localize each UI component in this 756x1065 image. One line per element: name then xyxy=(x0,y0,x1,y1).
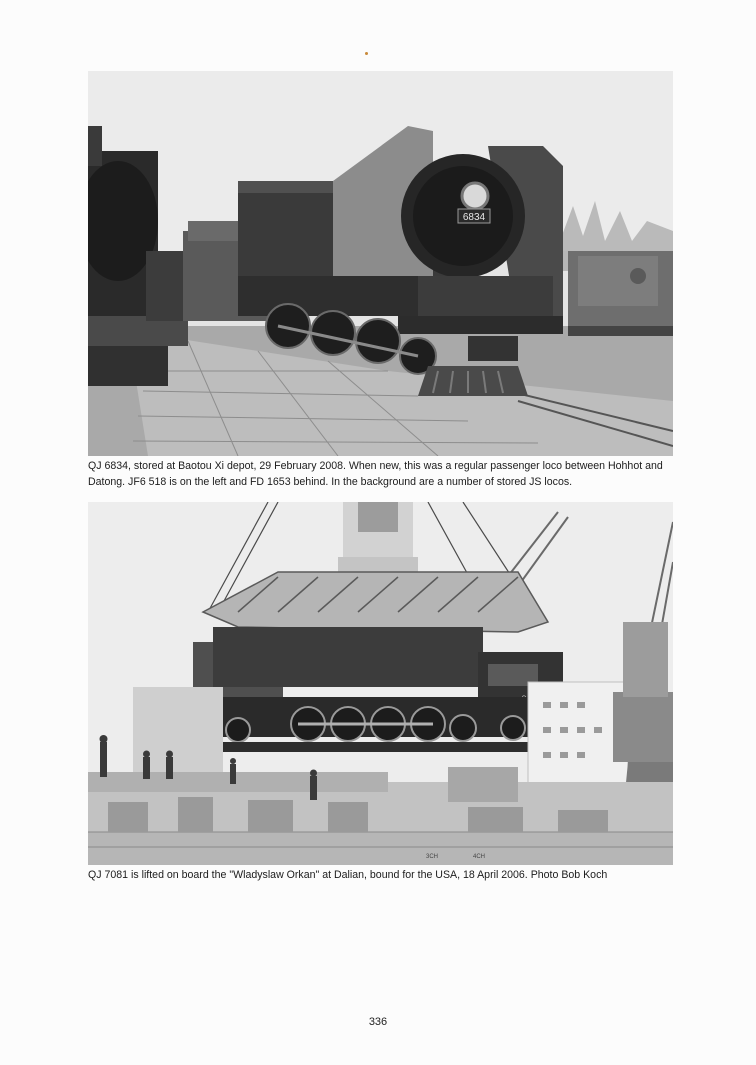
photo-locomotive-lift xyxy=(88,502,673,865)
hold-marking-4ch: 4CH xyxy=(473,854,486,860)
photo-locomotive-depot-image xyxy=(88,71,673,456)
hold-marking-3ch: 3CH xyxy=(426,854,439,860)
smokebox-number-plate: 6834 xyxy=(462,212,486,223)
photo-caption-lift: QJ 7081 is lifted on board the "Wladyslaw Orkan" at Dalian, bound for the USA, 18 April 2006. Photo Bob Koch xyxy=(88,869,608,881)
photo-locomotive-depot xyxy=(88,71,673,456)
page-number: 336 xyxy=(368,1016,388,1028)
photo-locomotive-lift-image xyxy=(88,502,673,865)
photo-caption-depot: QJ 6834, stored at Baotou Xi depot, 29 February 2008. When new, this was a regular passenger loco between Hohhot and Datong. JF6 518 is on the left and FD 1653 behind. In the background are a number of stored JS locos. xyxy=(88,460,663,488)
paper-speck xyxy=(365,52,368,55)
